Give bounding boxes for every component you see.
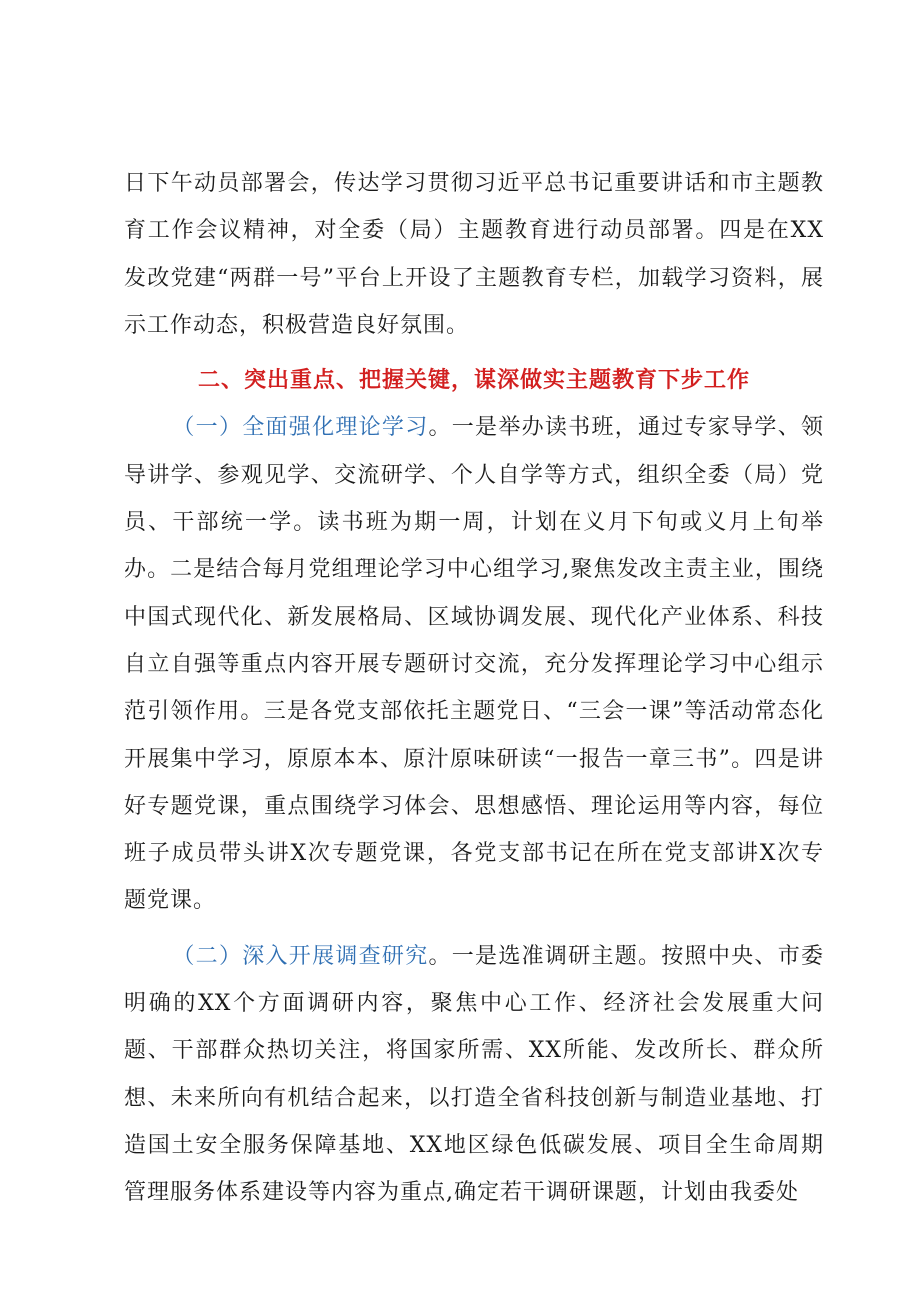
spacer bbox=[124, 349, 824, 357]
paragraph-research-body: 。一是选准调研主题。按照中央、市委明确的XX个方面调研内容，聚焦中心工作、经济社会发展重大问题、干部群众热切关注，将国家所需、XX所能、发改所长、群众所想、未来所向有机结合起来，以打造全省科技创新与制造业基地、打造国土安全服务保障基地、XX地区绿色低碳发展、项目全生命周期管理服务体系建设等内容为重点,确定若干调研课题，计划由我委处 bbox=[124, 943, 824, 1206]
spacer bbox=[124, 925, 824, 933]
paragraph-research bbox=[124, 933, 824, 1217]
paragraph-continuation: 日下午动员部署会，传达学习贯彻习近平总书记重要讲话和市主题教育工作会议精神，对全委（局）主题教育进行动员部署。四是在XX发改党建“两群一号”平台上开设了主题教育专栏，加载学习资料，展示工作动态，积极营造良好氛围。 bbox=[124, 171, 824, 338]
subsection-title-research: （二）深入开展调查研究 bbox=[172, 943, 429, 969]
document-body bbox=[124, 160, 824, 1217]
section-heading: 二、突出重点、把握关键，谋深做实主题教育下步工作 bbox=[197, 367, 750, 394]
subsection-title-theory: （一）全面强化理论学习 bbox=[172, 415, 429, 441]
paragraph-theory-body: 。一是举办读书班，通过专家导学、领导讲学、参观见学、交流研学、个人自学等方式，组织全委（局）党员、干部统一学。读书班为期一周，计划在义月下旬或义月上旬举办。二是结合每月党组理论学习中心组学习,聚焦发改主责主业，围绕中国式现代化、新发展格局、区域协调发展、现代化产业体系、科技自立自强等重点内容开展专题研讨交流，充分发挥理论学习中心组示范引领作用。三是各党支部依托主题党日、“三会一课”等活动常态化开展集中学习，原原本本、原汁原味研读“一报告一章三书”。四是讲好专题党课，重点围绕学习体会、思想感悟、理论运用等内容，每位班子成员带头讲X次专题党课，各党支部书记在所在党支部讲X次专题党课。 bbox=[124, 415, 824, 914]
paragraph-theory-study bbox=[124, 404, 824, 924]
